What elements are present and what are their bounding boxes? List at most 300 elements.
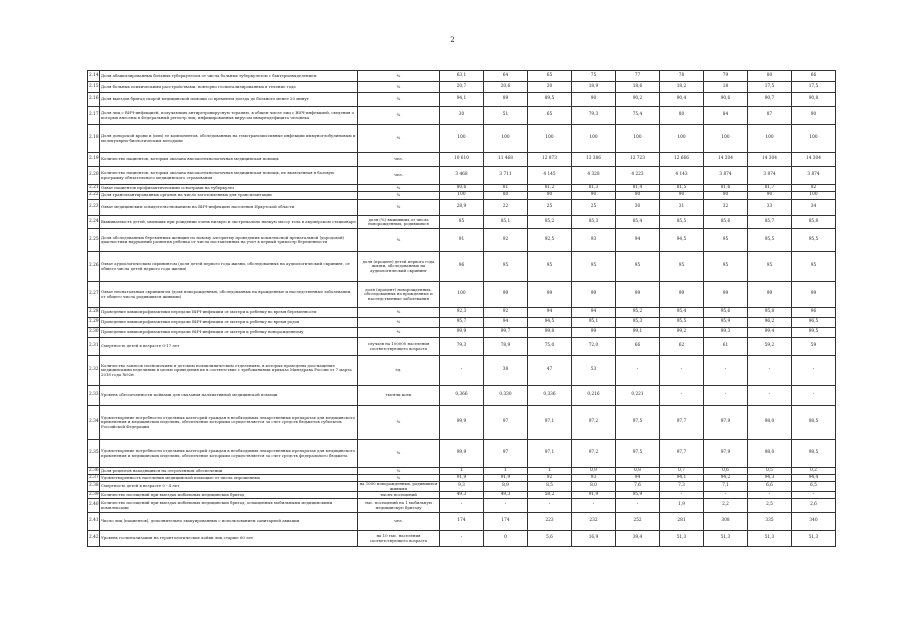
row-number-cell: 2.25 xyxy=(88,229,100,252)
value-cell: - xyxy=(748,356,792,386)
page-number: 2 xyxy=(450,36,455,44)
unit-cell: доля (процент) детей первого года жизни, обследованных на аудиологический скрининг xyxy=(358,252,440,282)
value-cell: 3 874 xyxy=(748,167,792,185)
value-cell: 0,336 xyxy=(528,386,572,406)
unit-cell: доля (процент) новорожденных, обследованных на врожденные и наследственные заболевания xyxy=(358,282,440,308)
value-cell: 92,3 xyxy=(440,308,484,318)
indicator-name-cell: Смертность детей в возрасте 0 - 4 лет xyxy=(100,482,358,492)
unit-cell: % xyxy=(358,440,440,468)
row-number-cell: 2.33 xyxy=(88,386,100,406)
value-cell: - xyxy=(792,492,836,499)
value-cell: 100 xyxy=(528,125,572,153)
value-cell: 10 610 xyxy=(440,153,484,167)
value-cell: 0,5 xyxy=(748,468,792,475)
value-cell: 95,6 xyxy=(704,308,748,318)
table-row xyxy=(88,192,836,200)
value-cell: 100 xyxy=(792,125,836,153)
value-cell: 87 xyxy=(748,107,792,125)
row-number-cell: 2.32 xyxy=(88,356,100,386)
value-cell: 18,6 xyxy=(616,82,660,93)
table-row xyxy=(88,513,836,531)
value-cell: 6,5 xyxy=(792,482,836,492)
value-cell: 94,4 xyxy=(792,475,836,482)
value-cell: 30 xyxy=(440,107,484,125)
row-number-cell: 2.40 xyxy=(88,499,100,513)
indicator-name-cell: Охват неонатальным скринингом (доля новорожденных, обследованных на врожденные и наследственные заболевания, от общего числа родившихся живыми) xyxy=(100,282,358,308)
value-cell: 223 xyxy=(528,513,572,531)
row-number-cell: 2.21 xyxy=(89,184,99,190)
value-cell: 252 xyxy=(616,513,660,531)
value-cell: 12 723 xyxy=(616,153,660,167)
value-cell: 85,7 xyxy=(748,216,792,229)
value-cell: 85 xyxy=(440,216,484,229)
table-row xyxy=(88,82,836,93)
value-cell: 91,9 xyxy=(440,475,484,482)
value-cell: 4 143 xyxy=(660,167,704,185)
value-cell: 0,6 xyxy=(704,468,748,475)
table-row xyxy=(88,440,836,468)
value-cell: 97 xyxy=(484,406,528,440)
value-cell: 99,8 xyxy=(528,328,572,338)
value-cell: 93 xyxy=(572,229,616,252)
value-cell: 81,7 xyxy=(748,185,792,192)
value-cell: 28,9 xyxy=(440,200,484,216)
value-cell: 78 xyxy=(660,71,704,82)
value-cell: 93 xyxy=(572,475,616,482)
value-cell: 100 xyxy=(572,125,616,153)
value-cell: 8,0 xyxy=(572,482,616,492)
value-cell: 99 xyxy=(572,282,616,308)
row-number-cell: 2.31 xyxy=(88,338,100,356)
row-number-cell: 2.26 xyxy=(88,252,100,282)
indicator-name-cell: Число лиц (пациентов), дополнительно эвакуированных с использованием санитарной авиации xyxy=(100,513,358,531)
value-cell: 97,2 xyxy=(572,406,616,440)
value-cell: - xyxy=(528,499,572,513)
indicator-name-cell: Количество посещений при выездах мобильных медицинских бригад, оснащенных мобильными медицинскими комплексами xyxy=(100,499,358,513)
value-cell: 99 xyxy=(572,328,616,338)
value-cell: 5,6 xyxy=(528,531,572,547)
row-number-cell: 2.36 xyxy=(89,467,99,473)
value-cell: 340 xyxy=(792,513,836,531)
value-cell: 99,2 xyxy=(660,328,704,338)
indicator-name-cell: Количество пациентов, которым оказана высокотехнологичная медицинская помощь, не включенная в базовую программу обязательного медицинского страхования xyxy=(100,167,358,185)
value-cell: 90 xyxy=(792,107,836,125)
value-cell: 95,4 xyxy=(660,308,704,318)
value-cell: - xyxy=(704,356,748,386)
value-cell: 2,5 xyxy=(748,499,792,513)
value-cell: 94,1 xyxy=(440,93,484,107)
value-cell: 99 xyxy=(616,282,660,308)
value-cell: 85,5 xyxy=(660,216,704,229)
value-cell: 95 xyxy=(792,252,836,282)
value-cell: 97,9 xyxy=(704,440,748,468)
value-cell: 22 xyxy=(484,200,528,216)
value-cell: 92 xyxy=(484,308,528,318)
value-cell: 81,5 xyxy=(660,185,704,192)
value-cell: 0,7 xyxy=(660,468,704,475)
unit-cell: ед. xyxy=(358,356,440,386)
indicator-name-cell: Количество записок полномочиям и детским поликлиническим отделениям, в которых проведены дооснащение медицинскими изделиями в целью приведения их в соответствие с требованиями приказа Минздрава России от 7 марта 2018 года №92н xyxy=(100,356,358,386)
value-cell: 100 xyxy=(792,192,836,200)
value-cell: 13 386 xyxy=(572,153,616,167)
value-cell: 89 xyxy=(484,93,528,107)
unit-cell: % xyxy=(358,185,440,192)
value-cell: - xyxy=(484,499,528,513)
table-row xyxy=(88,93,836,107)
value-cell: 38 xyxy=(484,356,528,386)
value-cell: 90 xyxy=(616,192,660,200)
value-cell: 92 xyxy=(528,475,572,482)
value-cell: 80,6 xyxy=(440,185,484,192)
value-cell: - xyxy=(792,386,836,406)
indicator-name-cell: Охват пациентов профилактическими осмотрами на туберкулез xyxy=(100,185,358,192)
value-cell: 51,3 xyxy=(704,531,748,547)
value-cell: 33 xyxy=(748,200,792,216)
value-cell: 51,3 xyxy=(748,531,792,547)
table-row xyxy=(88,252,836,282)
value-cell: 94 xyxy=(616,229,660,252)
value-cell: 14 304 xyxy=(792,153,836,167)
unit-cell: на 10 тыс. населения соответствующего возраста xyxy=(358,531,440,547)
value-cell: 98,0 xyxy=(748,406,792,440)
value-cell: 232 xyxy=(572,513,616,531)
value-cell: 81,3 xyxy=(572,185,616,192)
value-cell: 59 xyxy=(792,338,836,356)
indicator-name-cell: Удовлетворение потребности отдельных категорий граждан в необходимых лекарственных препаратах для медицинского применения и медицинских изделиях, обеспечение которыми осуществляется за счет средств бюджетов субъектов Российской Федерации xyxy=(100,406,358,440)
value-cell: 99,4 xyxy=(748,328,792,338)
row-number-cell: 2.42 xyxy=(88,531,100,547)
value-cell: 281 xyxy=(660,513,704,531)
value-cell: 2,2 xyxy=(704,499,748,513)
value-cell: 8,5 xyxy=(528,482,572,492)
value-cell: 99 xyxy=(528,282,572,308)
unit-cell: случаев на 100000 населения соответствующего возраста xyxy=(358,338,440,356)
value-cell: 95 xyxy=(572,252,616,282)
value-cell: 51 xyxy=(484,107,528,125)
value-cell: 85,1 xyxy=(484,216,528,229)
unit-cell: % xyxy=(358,468,440,475)
row-number-cell: 2.39 xyxy=(89,491,99,497)
value-cell: 100 xyxy=(440,192,484,200)
value-cell: - xyxy=(660,356,704,386)
value-cell: 17,5 xyxy=(792,82,836,93)
table-row xyxy=(88,282,836,308)
value-cell: 18,2 xyxy=(660,82,704,93)
value-cell: 4 223 xyxy=(616,167,660,185)
value-cell: 99 xyxy=(660,282,704,308)
value-cell: 14 204 xyxy=(704,153,748,167)
value-cell: 4 328 xyxy=(572,167,616,185)
value-cell: 90,2 xyxy=(616,93,660,107)
value-cell: 3 874 xyxy=(704,167,748,185)
value-cell: 97,7 xyxy=(660,440,704,468)
value-cell: 30 xyxy=(616,200,660,216)
row-number-cell: 2.14 xyxy=(88,71,100,82)
value-cell: - xyxy=(440,356,484,386)
value-cell: 99 xyxy=(792,282,836,308)
unit-cell: % xyxy=(358,318,440,328)
table-row xyxy=(88,356,836,386)
row-number-cell: 2.27 xyxy=(88,282,100,308)
value-cell: 0,2 xyxy=(792,468,836,475)
value-cell: 20,6 xyxy=(484,82,528,93)
value-cell: 75,0 xyxy=(528,338,572,356)
indicator-name-cell: Удовлетворение потребности отдельных категорий граждан в необходимых лекарственных препаратах для медицинского применения и медицинских изделиях, обеспечение которыми осуществляется за счет средств федерального бюджета xyxy=(100,440,358,468)
unit-cell: доля (%) выживших от числа новорожденных, родившихся xyxy=(358,216,440,229)
value-cell: 0,9 xyxy=(572,468,616,475)
value-cell: 1,9 xyxy=(660,499,704,513)
value-cell: 85,3 xyxy=(572,216,616,229)
value-cell: 99 xyxy=(484,282,528,308)
table-row xyxy=(88,308,836,318)
value-cell: - xyxy=(660,492,704,499)
row-number-cell: 2.23 xyxy=(88,200,100,216)
value-cell: 75 xyxy=(572,71,616,82)
value-cell: 97,7 xyxy=(660,406,704,440)
value-cell: 95,5 xyxy=(748,229,792,252)
value-cell: 9,3 xyxy=(440,482,484,492)
value-cell: 81 xyxy=(484,185,528,192)
value-cell: 7,1 xyxy=(704,482,748,492)
value-cell: 1 xyxy=(528,468,572,475)
indicator-name-cell: Доля донорской крови и (или) ее компонентов, обследованных на гемотрансмиссивные инфекции иммуноглобулиновым и молекулярно-биологическим методами xyxy=(100,125,358,153)
value-cell: 335 xyxy=(748,513,792,531)
indicator-name-cell: Количество посещений при выездах мобильных медицинских бригад xyxy=(100,492,358,499)
table-row xyxy=(88,229,836,252)
value-cell: 1 xyxy=(484,468,528,475)
value-cell: 99 xyxy=(704,282,748,308)
unit-cell: % xyxy=(358,308,440,318)
value-cell: 100 xyxy=(484,125,528,153)
unit-cell: тыс. посещений на 1 мобильную медицинскую бригаду xyxy=(358,499,440,513)
value-cell: 53 xyxy=(572,356,616,386)
value-cell: 64 xyxy=(484,71,528,82)
table-row xyxy=(88,492,836,499)
value-cell: 94 xyxy=(484,318,528,328)
indicator-name-cell: Смертность детей в возрасте 0-17 лет xyxy=(100,338,358,356)
row-number-cell: 2.30 xyxy=(88,328,100,338)
table-row xyxy=(88,107,836,125)
value-cell: - xyxy=(440,531,484,547)
table-row xyxy=(88,468,836,475)
unit-cell: % xyxy=(358,93,440,107)
indicator-name-cell: Доля абациллированных больных туберкулезом от числа больных туберкулезом с бактериовыделением xyxy=(100,71,358,82)
value-cell: 51,3 xyxy=(792,531,836,547)
unit-cell: % xyxy=(358,107,440,125)
value-cell: 12 873 xyxy=(528,153,572,167)
value-cell: 0,366 xyxy=(440,386,484,406)
value-cell: 3 711 xyxy=(484,167,528,185)
value-cell: 95,9 xyxy=(704,318,748,328)
indicator-name-cell: Уровень госпитализации на геронтологические койки лиц старше 60 лет xyxy=(100,531,358,547)
value-cell: 97,1 xyxy=(528,440,572,468)
row-number-cell: 2.20 xyxy=(88,167,100,185)
indicator-name-cell: Доля выездов бригад скорой медицинской помощи со временем доезда до больного менее 20 минут xyxy=(100,93,358,107)
value-cell: 97,2 xyxy=(572,440,616,468)
unit-cell: чел. xyxy=(358,513,440,531)
value-cell: 0,8 xyxy=(616,468,660,475)
table-row xyxy=(88,216,836,229)
value-cell: 75,4 xyxy=(616,107,660,125)
row-number-cell: 2.28 xyxy=(88,308,100,318)
value-cell: 90 xyxy=(660,192,704,200)
value-cell: 80 xyxy=(660,107,704,125)
value-cell: 90 xyxy=(704,192,748,200)
value-cell: 63,1 xyxy=(440,71,484,82)
unit-cell: % xyxy=(358,475,440,482)
row-number-cell: 2.17 xyxy=(88,107,100,125)
indicators-table xyxy=(87,70,836,547)
value-cell: - xyxy=(748,492,792,499)
row-number-cell: 2.16 xyxy=(88,93,100,107)
table-row xyxy=(88,531,836,547)
unit-cell: тысяч посещений xyxy=(358,492,440,499)
value-cell: 47 xyxy=(528,356,572,386)
value-cell: 85,8 xyxy=(792,216,836,229)
row-number-cell: 2.15 xyxy=(88,82,100,93)
unit-cell: тысячи коек xyxy=(358,386,440,406)
value-cell: 95 xyxy=(748,252,792,282)
value-cell: 85,6 xyxy=(704,216,748,229)
value-cell: 90 xyxy=(528,192,572,200)
value-cell: 95,2 xyxy=(616,308,660,318)
indicator-name-cell: Проведение химиопрофилактики передачи ВИЧ-инфекции от матери к ребенку во время родов xyxy=(100,318,358,328)
value-cell: 66 xyxy=(616,338,660,356)
value-cell: 95 xyxy=(704,252,748,282)
row-number-cell: 2.24 xyxy=(88,216,100,229)
value-cell: 95,3 xyxy=(616,318,660,328)
value-cell: 90,4 xyxy=(660,93,704,107)
value-cell: 49,3 xyxy=(440,492,484,499)
value-cell: 100 xyxy=(704,125,748,153)
value-cell: 100 xyxy=(748,125,792,153)
value-cell: 90 xyxy=(748,192,792,200)
value-cell: 95 xyxy=(660,252,704,282)
value-cell: 81,6 xyxy=(704,185,748,192)
table-row xyxy=(88,200,836,216)
value-cell: 77 xyxy=(616,71,660,82)
value-cell: 95 xyxy=(484,252,528,282)
value-cell: 3 874 xyxy=(792,167,836,185)
table-row xyxy=(88,328,836,338)
value-cell: 0,221 xyxy=(616,386,660,406)
value-cell: 97,5 xyxy=(616,406,660,440)
value-cell: 12 666 xyxy=(660,153,704,167)
value-cell: 100 xyxy=(616,125,660,153)
indicator-name-cell: Удовлетворенность населения медицинской помощью от числа опрошенных xyxy=(100,475,358,482)
value-cell: 65 xyxy=(528,71,572,82)
unit-cell: % xyxy=(358,406,440,440)
row-number-cell: 2.19 xyxy=(88,153,100,167)
value-cell: 51,3 xyxy=(660,531,704,547)
value-cell: - xyxy=(792,356,836,386)
table-row xyxy=(88,475,836,482)
table-row xyxy=(88,153,836,167)
table-row xyxy=(88,338,836,356)
table-row xyxy=(88,167,836,185)
value-cell: 4 145 xyxy=(528,167,572,185)
value-cell: - xyxy=(704,386,748,406)
indicator-name-cell: Доля обследованных беременных женщин по новому алгоритму проведения комплексной пренатальной (дородовой) диагностики нарушений развития ребенка от числа поставленных на учет в первый триместр беременности xyxy=(100,229,358,252)
value-cell: - xyxy=(616,499,660,513)
unit-cell: % xyxy=(358,192,440,200)
value-cell: 94,3 xyxy=(748,475,792,482)
row-number-cell: 2.18 xyxy=(88,125,100,153)
value-cell: 96,2 xyxy=(748,318,792,328)
value-cell: 81,4 xyxy=(616,185,660,192)
value-cell: 2,6 xyxy=(792,499,836,513)
unit-cell: % xyxy=(358,71,440,82)
value-cell: 91,9 xyxy=(572,492,616,499)
value-cell: 98,5 xyxy=(792,406,836,440)
value-cell: 72,0 xyxy=(572,338,616,356)
unit-cell: на 1000 новорожденных, родившихся живыми xyxy=(358,482,440,492)
value-cell: 90,6 xyxy=(704,93,748,107)
row-number-cell: 2.22 xyxy=(88,192,100,200)
indicator-name-cell: Выживаемость детей, имевших при рождении очень низкую и экстремально низкую массу тела в акушерском стационаре xyxy=(100,216,358,229)
row-number-cell: 2.37 xyxy=(89,474,99,480)
value-cell: 95,5 xyxy=(660,318,704,328)
table-row xyxy=(88,386,836,406)
table-row xyxy=(88,185,836,192)
table-row xyxy=(88,71,836,82)
value-cell: 0,216 xyxy=(572,386,616,406)
value-cell: 18 xyxy=(704,82,748,93)
value-cell: 82 xyxy=(792,185,836,192)
value-cell: - xyxy=(660,386,704,406)
value-cell: 97,9 xyxy=(704,406,748,440)
indicator-name-cell: Охват аудиологическим скринингом (доля детей первого года жизни, обследованных на аудиологический скрининг, от общего числа детей первого года жизни) xyxy=(100,252,358,282)
table-row xyxy=(88,318,836,328)
value-cell: 34 xyxy=(792,200,836,216)
value-cell: 78,9 xyxy=(484,338,528,356)
value-cell: 94 xyxy=(528,308,572,318)
indicator-name-cell: Доля рецептов находящихся на отсроченном обеспечении xyxy=(100,468,358,475)
value-cell: 0 xyxy=(484,531,528,547)
indicator-name-cell: Охват медицинским освидетельствованием на ВИЧ-инфекцию населения Иркутской области xyxy=(100,200,358,216)
value-cell: 308 xyxy=(704,513,748,531)
value-cell: 90 xyxy=(572,192,616,200)
indicator-name-cell: Уровень обеспеченности койками для оказания паллиативной медицинской помощи xyxy=(100,386,358,406)
row-number-cell: 2.41 xyxy=(88,513,100,531)
value-cell: 59,2 xyxy=(748,338,792,356)
value-cell: 92 xyxy=(484,229,528,252)
value-cell: 3 468 xyxy=(440,167,484,185)
unit-cell: чел. xyxy=(358,167,440,185)
value-cell: 99 xyxy=(748,282,792,308)
value-cell: 17,5 xyxy=(748,82,792,93)
unit-cell: % xyxy=(358,229,440,252)
indicator-name-cell: Доля трансплантированных органов на число заготовленных для трансплантации xyxy=(100,192,358,200)
value-cell: 95,9 xyxy=(616,492,660,499)
value-cell: 20 xyxy=(528,82,572,93)
value-cell: 65 xyxy=(528,107,572,125)
value-cell: 94,5 xyxy=(528,318,572,328)
indicator-name-cell: Доля лиц с ВИЧ-инфекцией, получающих антиретровирусную терапию, в общем числе лиц с ВИЧ-инфекцией, сведения о которых внесены в Федеральный регистр лиц, инфицированных вирусом иммунодефицита человека xyxy=(100,107,358,125)
value-cell: 79,3 xyxy=(572,107,616,125)
value-cell: 99,9 xyxy=(440,406,484,440)
value-cell: 95,1 xyxy=(572,318,616,328)
unit-cell: % xyxy=(358,328,440,338)
value-cell: 98,0 xyxy=(748,440,792,468)
value-cell: 96 xyxy=(440,252,484,282)
value-cell: 94,1 xyxy=(660,475,704,482)
value-cell: 31 xyxy=(660,200,704,216)
value-cell: 62 xyxy=(660,338,704,356)
value-cell: 85,4 xyxy=(616,216,660,229)
unit-cell: % xyxy=(358,200,440,216)
indicator-name-cell: Количество пациентов, которым оказана высокотехнологичная медицинская помощь xyxy=(100,153,358,167)
